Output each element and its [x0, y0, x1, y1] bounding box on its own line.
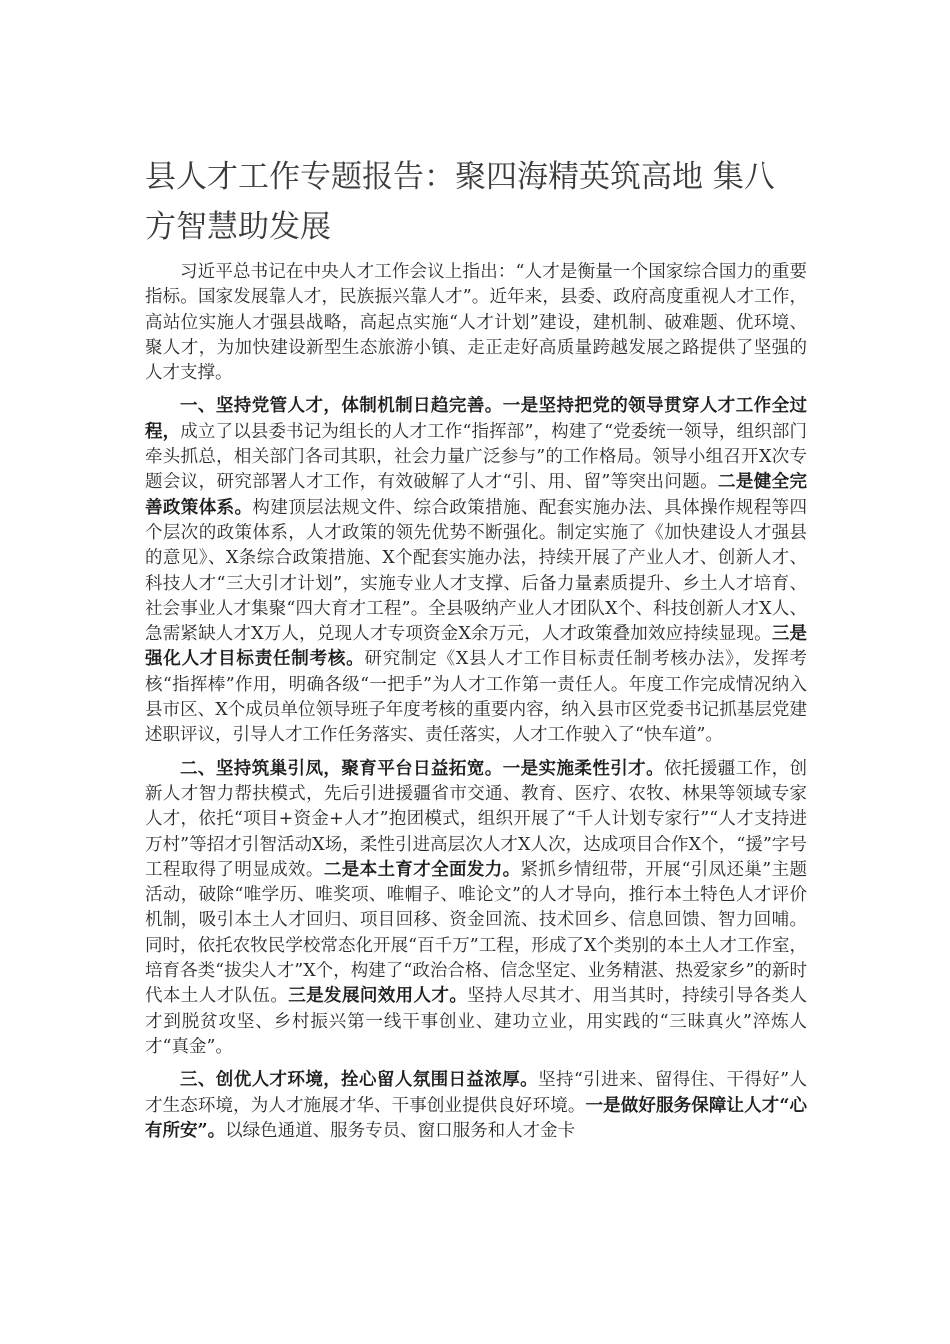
bold-heading-run: 一、坚持党管人才，体制机制日趋完善。 — [180, 396, 503, 417]
bold-heading-run: 三是强化人才目标责任制考核。 — [145, 624, 808, 670]
text-run: 坚持人尽其才、用当其时，持续引导各类人才到脱贫攻坚、乡村振兴第一线干事创业、建功立业，用实践的“三昧真火”淬炼人才“真金”。 — [145, 986, 808, 1057]
text-run: 成立了以县委书记为组长的人才工作“指挥部”，构建了“党委统一领导，组织部门牵头抓总，相关部门各司其职，社会力量广泛参与”的工作格局。领导小组召开X次专题会议，研究部署人才工作，有效破解了人才“引、用、留”等突出问题。 — [145, 421, 808, 493]
text-run: 构建顶层法规文件、综合政策措施、配套实施办法、具体操作规程等四个层次的政策体系，人才政策的领先优势不断强化。制定实施了《加快建设人才强县的意见》、X条综合政策措施、X个配套实施办法，持续开展了产业人才、创新人才、科技人才“三大引才计划”，实施专业人才支撑、后备力量素质提升、乡土人才培育、社会事业人才集聚“四大育才工程”。全县吸纳产业人才团队X个、科技创新人才X人、急需紧缺人才X万人，兑现人才专项资金X余万元，人才政策叠加效应持续显现。 — [145, 497, 808, 645]
text-run: 习近平总书记在中央人才工作会议上指出：“人才是衡量一个国家综合国力的重要指标。国家发展靠人才，民族振兴靠人才”。近年来，县委、政府高度重视人才工作，高站位实施人才强县战略，高起点实施“人才计划”建设，建机制、破难题、优环境、聚人才，为加快建设新型生态旅游小镇、走正走好高质量跨越发展之路提供了坚强的人才支撑。 — [145, 262, 807, 384]
bold-heading-run: 二是健全完善政策体系。 — [145, 472, 807, 518]
text-run: 以绿色通道、服务专员、窗口服务和人才金卡 — [225, 1120, 576, 1141]
bold-heading-run: 一是坚持把党的领导贯穿人才工作全过程， — [145, 396, 808, 442]
document-body — [145, 260, 807, 1144]
body-paragraph — [145, 260, 807, 386]
text-run: 坚持“引进来、留得住、干得好”人才生态环境，为人才施展才华、干事创业提供良好环境。 — [145, 1070, 807, 1116]
bold-heading-run: 二是本土育才全面发力。 — [323, 859, 521, 880]
text-run: 紧抓乡情纽带，开展“引凤还巢”主题活动，破除“唯学历、唯奖项、唯帽子、唯论文”的人才导向，推行本土特色人才评价机制，吸引本土人才回归、项目回移、资金回流、技术回乡、信息回馈、智力回哺。同时，依托农牧民学校常态化开展“百千万”工程，形成了X个类别的本土人才工作室，培育各类“拔尖人才”X个，构建了“政治合格、信念坚定、业务精湛、热爱家乡”的新时代本土人才队伍。 — [145, 859, 808, 1007]
bold-heading-run: 一是做好服务保障让人才“心有所安”。 — [145, 1095, 807, 1141]
body-paragraph — [145, 1068, 807, 1144]
bold-heading-run: 三是发展问效用人才。 — [288, 986, 468, 1007]
text-run: 依托援疆工作，创新人才智力帮扶模式，先后引进援疆省市交通、教育、医疗、农牧、林果等领域专家人才，依托“项目+资金+人才”抱团模式，组织开展了“千人计划专家行”“人才支持进万村”等招才引智活动X场，柔性引进高层次人才X人次，达成项目合作X个，“援”字号工程取得了明显成效。 — [145, 758, 808, 880]
bold-heading-run: 二、坚持筑巢引凤，聚育平台日益拓宽。 — [180, 758, 503, 779]
text-run: 研究制定《X县人才工作目标责任制考核办法》，发挥考核“指挥棒”作用，明确各级“一把手”为人才工作第一责任人。年度工作完成情况纳入县市区、X个成员单位领导班子年度考核的重要内容，纳入县市区党委书记抓基层党建述职评议，引导人才工作任务落实、责任落实，人才工作驶入了“快车道”。 — [145, 649, 807, 746]
bold-heading-run: 一是实施柔性引才。 — [502, 758, 665, 779]
body-paragraph — [145, 394, 807, 748]
document-title: 县人才工作专题报告：聚四海精英筑高地 集八方智慧助发展 — [145, 159, 775, 245]
bold-heading-run: 三、创优人才环境，拴心留人氛围日益浓厚。 — [180, 1070, 539, 1091]
body-paragraph — [145, 757, 807, 1061]
